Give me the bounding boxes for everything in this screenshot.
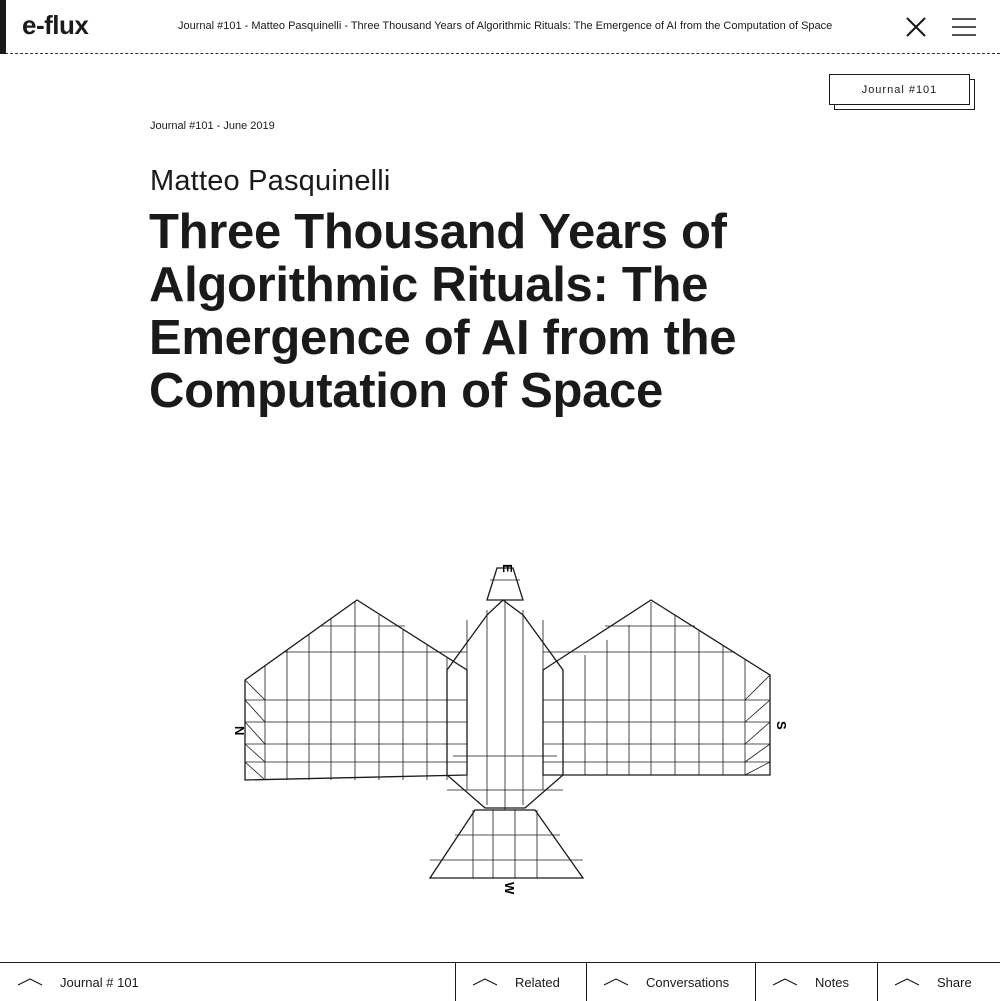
compass-east: E [500, 564, 515, 573]
nav-share[interactable] [895, 963, 972, 1001]
chevron-up-icon [895, 977, 919, 987]
nav-share-label: Share [937, 974, 972, 990]
breadcrumb[interactable]: Journal #101 - Matteo Pasquinelli - Three Thousand Years of Algorithmic Rituals: The Emergence of AI from the Computation of Space [178, 20, 833, 32]
nav-notes-label: Notes [815, 974, 849, 990]
nav-divider [877, 963, 878, 1001]
fire-altar-diagram [225, 560, 789, 905]
chevron-up-icon [604, 977, 628, 987]
issue-date[interactable]: Journal #101 - June 2019 [150, 120, 275, 132]
chevron-up-icon [773, 977, 797, 987]
nav-divider [455, 963, 456, 1001]
nav-notes[interactable] [773, 963, 849, 1001]
nav-journal-label: Journal # 101 [60, 974, 139, 990]
article-title: Three Thousand Years of Algorithmic Rituals: The Emergence of AI from the Computation of Space [149, 205, 737, 418]
menu-icon[interactable] [952, 17, 976, 37]
bottom-nav [0, 962, 1000, 1000]
header-accent-bar [0, 0, 6, 54]
top-header [0, 0, 1000, 54]
compass-south: S [774, 721, 789, 730]
compass-west: W [502, 882, 517, 895]
site-logo[interactable]: e-flux [22, 10, 89, 40]
nav-related-label: Related [515, 974, 560, 990]
journal-badge[interactable]: Journal #101 [829, 74, 970, 105]
chevron-up-icon [473, 977, 497, 987]
article-author[interactable]: Matteo Pasquinelli [150, 165, 391, 197]
nav-conversations-label: Conversations [646, 974, 730, 990]
chevron-up-icon [18, 977, 42, 987]
nav-divider [586, 963, 587, 1001]
nav-conversations[interactable] [604, 963, 729, 1001]
nav-divider [755, 963, 756, 1001]
compass-north: N [232, 726, 247, 736]
nav-journal[interactable] [18, 963, 139, 1001]
nav-related[interactable] [473, 963, 560, 1001]
close-icon[interactable] [905, 16, 927, 38]
